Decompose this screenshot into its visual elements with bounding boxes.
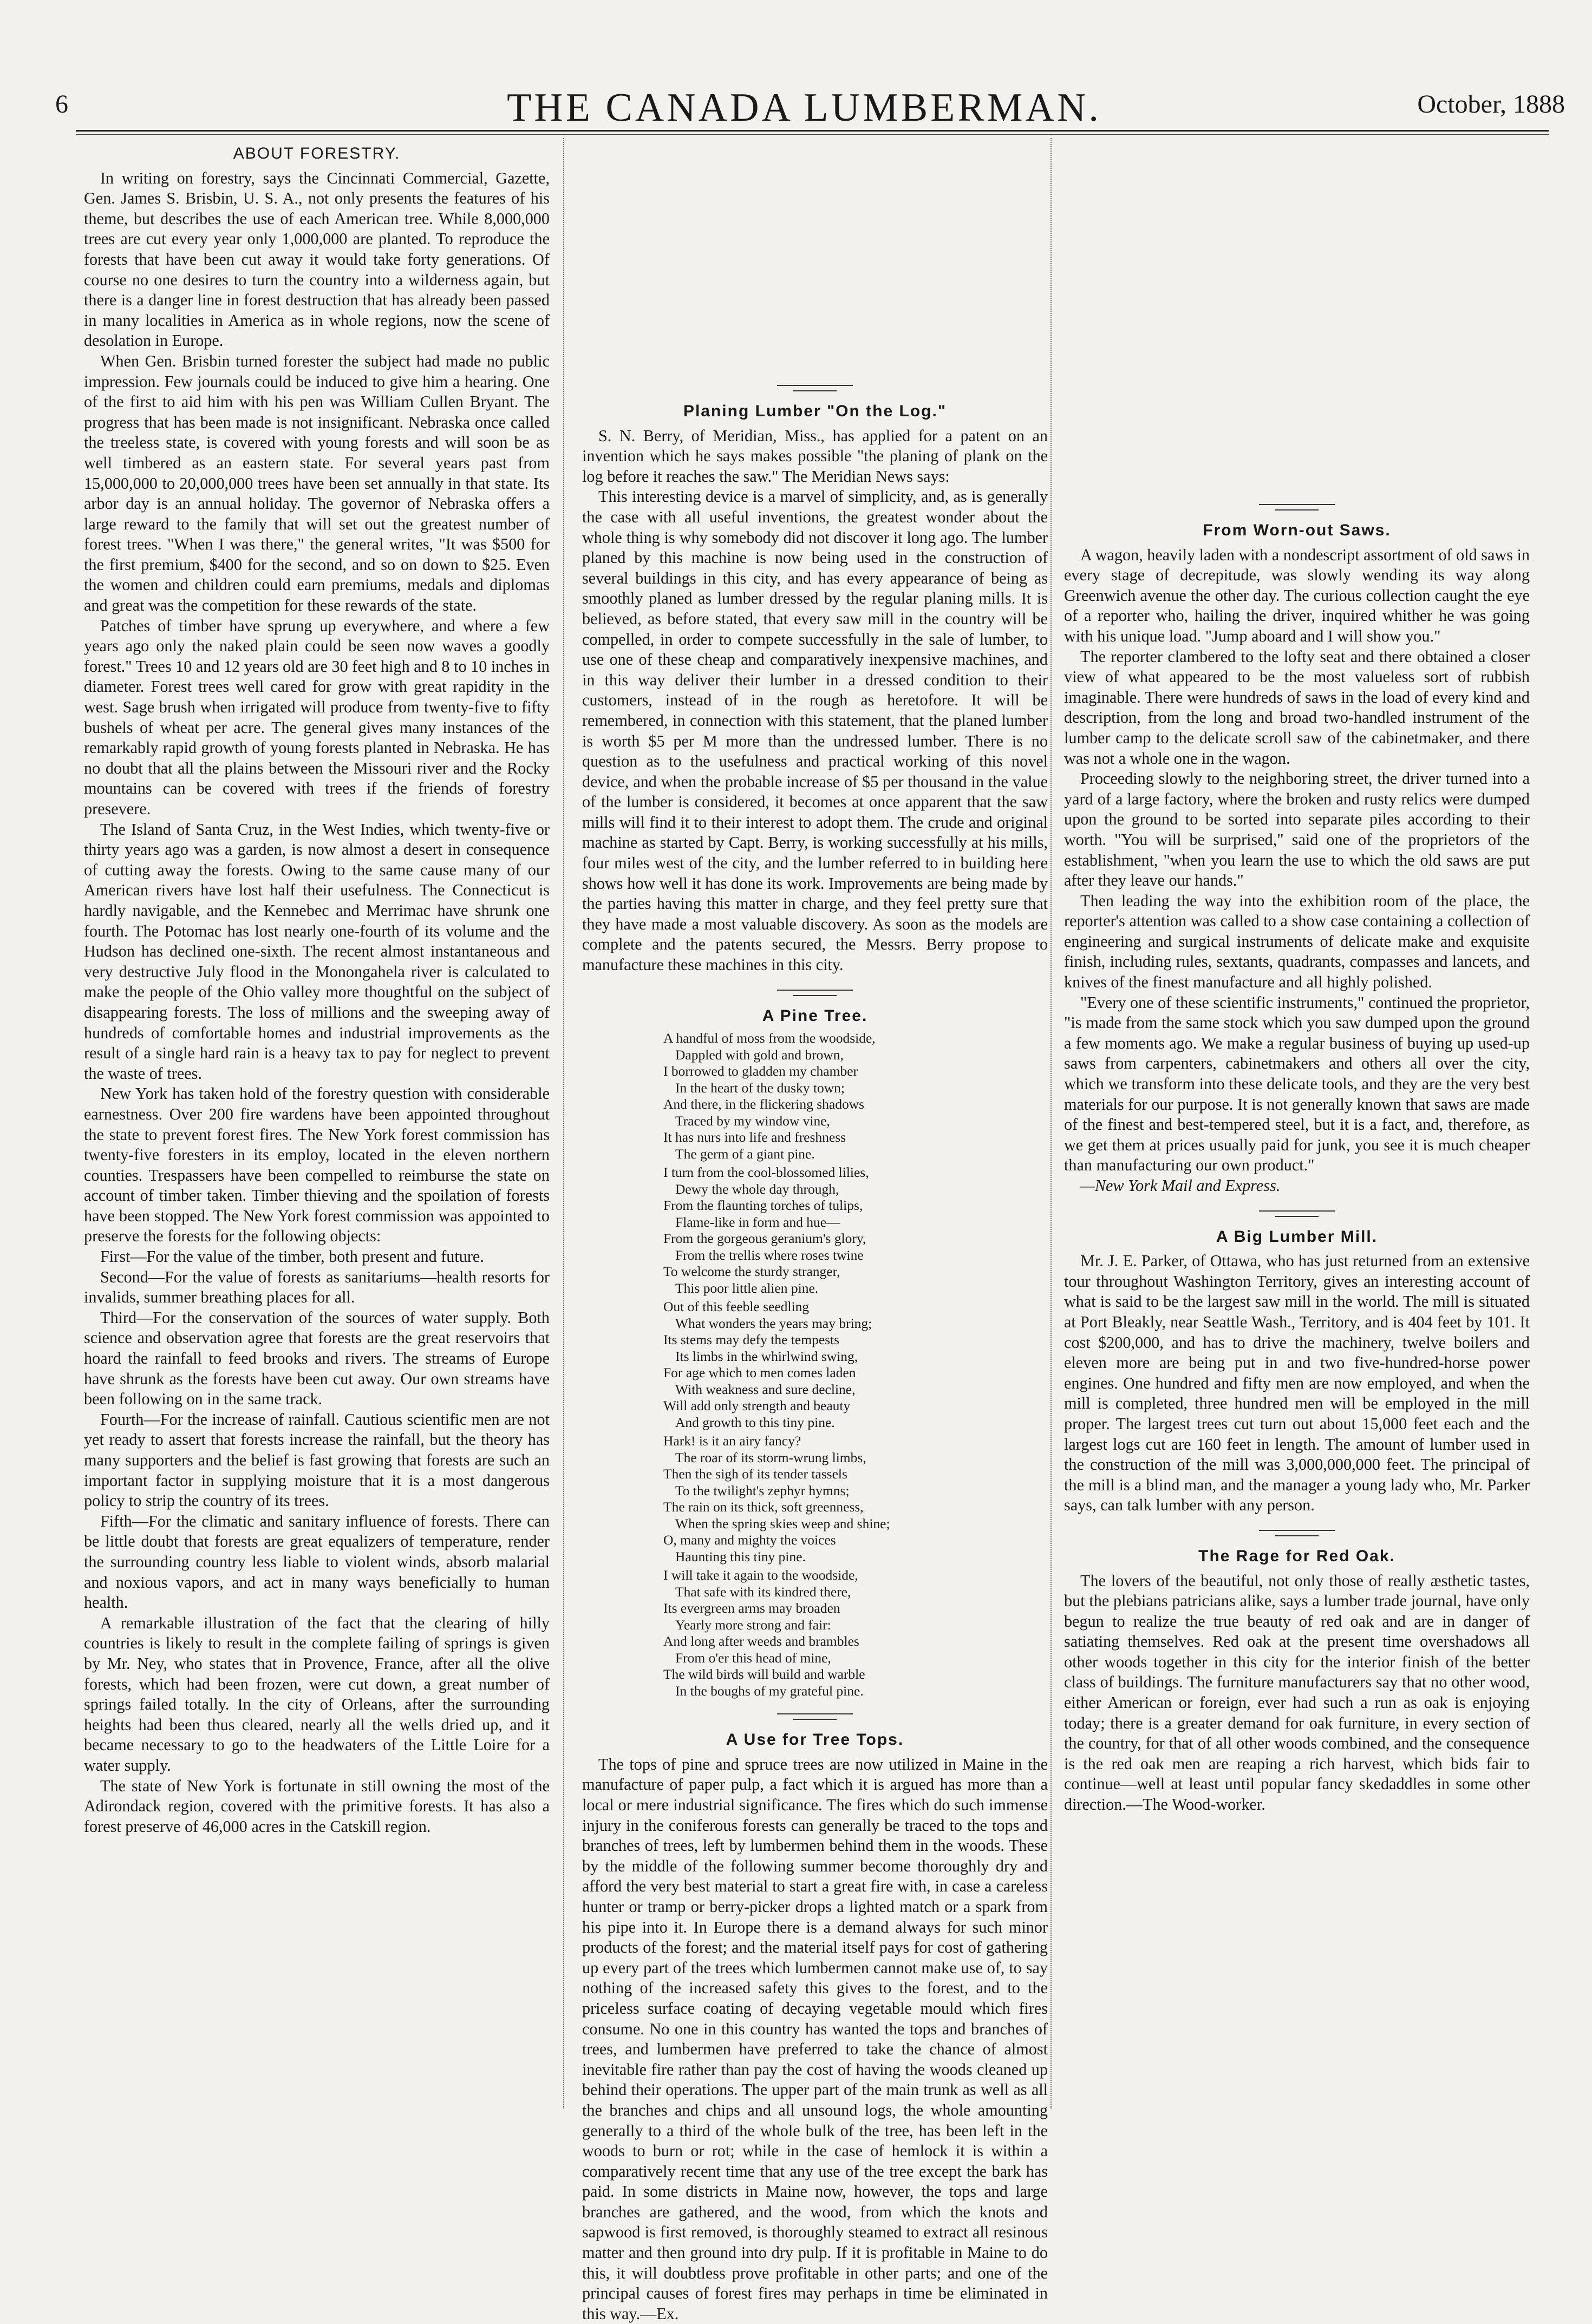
poem-line: The germ of a giant pine. (675, 1145, 815, 1162)
column-3 (1064, 138, 1530, 2109)
poem-line: Out of this feeble seedling (663, 1299, 810, 1315)
column-divider (1051, 138, 1052, 2109)
paragraph: The Island of Santa Cruz, in the West Indies, which twenty-five or thirty years ago was a garden, is now almost a desert in consequence of cutting away the forests. Owing to the same cause many of our American rivers have lost half their usefulness. The Connecticut is hardly navigable, and the Kennebec and Merrimac have shrunk one fourth. The Potomac has lost nearly one-fourth of its volume and the Hudson has declined one-sixth. The recent almost instantaneous and very destructive July flood in the Monongahela river is calculated to make the people of the Ohio valley more thoughtful on the subject of disappearing forests. The loss of millions and the sweeping away of hundreds of comfortable homes and industrial improvements as the result of a single hard rain is a heavy tax to pay for neglect to prevent the waste of trees. (84, 820, 550, 1083)
poem-line: From the gorgeous geranium's glory, (663, 1230, 866, 1247)
section-separator (582, 381, 1048, 396)
paragraph: Then leading the way into the exhibition room of the place, the reporter's attention was called to a show case containing a collection of engineering and surgical instruments of delicate make and exquisite finish, including rules, sextants, quadrants, compasses and lancets, and knives of the finest manufacture and all highly polished. (1064, 891, 1530, 992)
poem-line: Its stems may defy the tempests (663, 1332, 840, 1348)
paragraph: When Gen. Brisbin turned forester the subject had made no public impression. Few journals could be induced to give him a hearing. One of the first to aid him with his pen was William Cullen Bryant. The progress that has been made is not insignificant. Nebraska once called the treeless state, is covered with young forests and will soon be as well timbered as an eastern state. For several years past from 15,000,000 to 20,000,000 trees have been set annually in that state. Its arbor day is an annual holiday. The governor of Nebraska offers a large reward to the family that will set out the greatest number of forest trees. "When I was there," the general writes, "It was $500 for the first premium, $400 for the second, and so on down to $25. Even the women and children could earn premiums, medals and diplomas and great was the competition for these rewards of the state. (84, 351, 550, 615)
poem-stanza (663, 1164, 1048, 1297)
poem-line: In the heart of the dusky town; (675, 1079, 845, 1096)
article-heading: A Use for Tree Tops. (726, 1731, 904, 1749)
section-separator (1064, 1206, 1530, 1221)
poem-line: From the trellis where roses twine (675, 1247, 864, 1263)
paragraph: Third—For the conservation of the sources of water supply. Both science and observation agree that forests are the great reservoirs that hoard the rainfall to feed brooks and rivers. The streams of Europe have shrunk as the forests have been cut away. Our own streams have been following on in the same track. (84, 1308, 550, 1409)
poem-line: When the spring skies weep and shine; (675, 1515, 890, 1531)
poem-line: Hark! is it an airy fancy? (663, 1433, 801, 1449)
article-heading: From Worn-out Saws. (1203, 521, 1391, 539)
poem-line: A handful of moss from the woodside, (663, 1030, 876, 1046)
section-separator (1064, 500, 1530, 515)
poem-line: Its evergreen arms may broaden (663, 1600, 840, 1616)
column-1 (84, 138, 550, 2109)
poem-line: The rain on its thick, soft greenness, (663, 1499, 864, 1515)
poem-line: Then the sigh of its tender tassels (663, 1466, 847, 1482)
paragraph: The tops of pine and spruce trees are now utilized in Maine in the manufacture of paper pulp, a fact which it is argued has more than a local or mere industrial significance. The fires which do such immense injury in the coniferous forests can generally be traced to the tops and branches of trees, left by lumbermen behind them in the woods. These by the middle of the following summer become thoroughly dry and afford the very best material to start a great fire with, in case a careless hunter or tramp or berry-picker drops a lighted match or a spark from his pipe into it. In Europe there is a demand always for such minor products of the forest; and the material itself pays for cost of gathering up every part of the trees which lumbermen cannot make use of, to say nothing of the increased safety this gives to the forest, and to the priceless surface coating of decaying vegetable mould which fires consume. No one in this country has wanted the tops and branches of trees, and lumbermen have preferred to take the chance of almost inevitable fire rather than pay the cost of having the woods cleaned up behind their operations. The upper part of the main trunk as well as all the branches and chips and all unsound logs, the whole amounting generally to a third of the whole bulk of the tree, has been left in the woods to burn or rot; while in the case of hemlock it is within a comparatively recent time that any use of the tree except the bark has paid. In some districts in Maine now, however, the tops and large branches are gathered, and the wood, from which the knots and sapwood is first removed, is thoroughly steamed to extract all resinous matter and then ground into dry pulp. If it is profitable in Maine to do this, it will doubtless prove profitable in other parts; and one of the principal causes of forest fires may perhaps in time be eliminated in this way.—Ex. (582, 1755, 1048, 2323)
paragraph: Fifth—For the climatic and sanitary influence of forests. There can be little doubt that forests are great equalizers of temperature, render the surrounding country less liable to violent winds, absorb malarial and noxious vapors, and act in many ways beneficially to human health. (84, 1511, 550, 1612)
paragraph: The state of New York is fortunate in still owning the most of the Adirondack region, covered with the primitive forests. It has also a forest preserve of 46,000 acres in the Catskill region. (84, 1776, 550, 1836)
poem-title: A Pine Tree. (762, 1006, 868, 1025)
header-rule-thin (76, 134, 1549, 135)
paragraph: "Every one of these scientific instruments," continued the proprietor, "is made from the same stock which you saw dumped upon the ground a few moments ago. We make a regular business of buying up used-up saws from carpenters, cabinetmakers and others all over the city, which we transform into these delicate tools, and they are the very best materials for our purpose. It is not generally known that saws are made of the finest and best-tempered steel, but it is a fact, and, therefore, as we get them at prices usually paid for junk, you see it is much cheaper than manufacturing our own product." (1064, 993, 1530, 1175)
column-divider (563, 138, 564, 2109)
issue-date: October, 1888 (1417, 90, 1565, 119)
poem-line: To the twilight's zephyr hymns; (675, 1482, 850, 1498)
paragraph: First—For the value of the timber, both present and future. (100, 1247, 484, 1266)
poem-line: From o'er this head of mine, (675, 1649, 831, 1666)
poem-line: Will add only strength and beauty (663, 1398, 851, 1414)
poem-line: For age which to men comes laden (663, 1365, 856, 1381)
poem-line: That safe with its kindred there, (675, 1583, 851, 1600)
poem-stanza (663, 1567, 1048, 1699)
masthead (38, 86, 1570, 133)
poem-line: With weakness and sure decline, (675, 1381, 856, 1397)
poem-line: Dewy the whole day through, (675, 1181, 839, 1197)
paragraph: The reporter clambered to the lofty seat and there obtained a closer view of what appeared to be the most valueless sort of rubbish imaginable. There were hundreds of saws in the load of every kind and description, from the long and broad two-handled instrument of the lumber camp to the delicate scroll saw of the cabinetmaker, and there was not a whole one in the wagon. (1064, 647, 1530, 768)
paragraph: The lovers of the beautiful, not only those of really æsthetic tastes, but the plebians patricians alike, says a lumber trade journal, have only begun to realize the true beauty of red oak and are in danger of satiating themselves. Red oak at the present time overshadows all other woods together in this city for the interior finish of the better class of buildings. The furniture manufacturers say that no other wood, either American or foreign, ever had such a run as oak is enjoying today; there is a greater demand for oak furniture, in every section of the country, for that of all other woods combined, and the consequence is the red oak men are reaping a rich harvest, which bids fair to continue—well at least until popular fancy skedaddles in some other direction.—The Wood-worker. (1064, 1571, 1530, 1814)
poem-line: I borrowed to gladden my chamber (663, 1063, 858, 1079)
paragraph: Second—For the value of forests as sanitariums—health resorts for invalids, summer breathing places for all. (84, 1267, 550, 1307)
poem-line: Dappled with gold and brown, (675, 1046, 844, 1063)
page-number: 6 (55, 90, 68, 119)
poem-stanza (663, 1030, 1048, 1162)
paragraph: S. N. Berry, of Meridian, Miss., has applied for a patent on an invention which he says makes possible "the planing of plank on the log before it reaches the saw." The Meridian News says: (582, 426, 1048, 486)
header-rule (76, 130, 1549, 132)
paragraph: Patches of timber have sprung up everywhere, and where a few years ago only the naked plain could be seen now waves a goodly forest." Trees 10 and 12 years old are 30 feet high and 8 to 10 inches in diameter. Forest trees well cared for grow with great rapidity in the west. Sage brush when irrigated will produce from twenty-five to fifty bushels of wheat per acre. The general gives many instances of the remarkably rapid growth of young forests planted in Nebraska. He has no doubt that all the plains between the Missouri river and the Rocky mountains can be covered with trees if the friends of forestry presevere. (84, 616, 550, 818)
source-credit: —New York Mail and Express. (1080, 1176, 1281, 1195)
section-separator (582, 985, 1048, 1000)
newspaper-title: THE CANADA LUMBERMAN. (507, 86, 1101, 130)
poem-line: And long after weeds and brambles (663, 1633, 859, 1649)
poem-line: Traced by my window vine, (675, 1112, 830, 1129)
poem-line: Its limbs in the whirlwind swing, (675, 1348, 858, 1364)
paragraph: A wagon, heavily laden with a nondescript assortment of old saws in every stage of decrepitude, was slowly wending its way along Greenwich avenue the other day. The curious collection caught the eye of a reporter who, hailing the driver, inquired whither he was going with his unique load. "Jump aboard and I will show you." (1064, 545, 1530, 645)
poem-line: From the flaunting torches of tulips, (663, 1197, 863, 1214)
poem-line: I will take it again to the woodside, (663, 1567, 858, 1583)
paragraph: Mr. J. E. Parker, of Ottawa, who has just returned from an extensive tour throughout Washington Territory, gives an interesting account of what is said to be the largest saw mill in the world. The mill is situated at Port Bleakly, near Seattle Wash., Territory, and is 404 feet by 101. It cost $200,000, and has to drive the machinery, twelve boilers and eleven more are being put in and two five-hundred-horse power engines. One hundred and fifty men are now employed, and when the mill is completed, three hundred men will be employed in the mill proper. The largest trees cut turn out about 15,000 feet each and the largest logs cut are 160 feet in length. The amount of lumber used in the construction of the mill was 3,000,000,000 feet. The principal of the mill is a blind man, and the manager a young lady who, Mr. Parker says, can talk lumber with any person. (1064, 1252, 1530, 1515)
poem-line: Haunting this tiny pine. (675, 1548, 806, 1564)
section-separator (582, 1709, 1048, 1724)
paragraph: Fourth—For the increase of rainfall. Cautious scientific men are not yet ready to assert that forests increase the rainfall, but the theory has many supporters and the belief is fast growing that forests are such an important factor in supplying moisture that it is a most dangerous policy to strip the country of its trees. (84, 1410, 550, 1510)
poem-line: And growth to this tiny pine. (675, 1414, 835, 1430)
poem-line: And there, in the flickering shadows (663, 1096, 865, 1112)
paragraph: A remarkable illustration of the fact that the clearing of hilly countries is likely to result in the complete failing of springs is given by Mr. Ney, who states that in Provence, France, after all the olive forests, which had been frozen, were cut down, a great number of springs failed totally. In the city of Orleans, after the surrounding heights had been thus cleared, nearly all the wells dried up, and it became necessary to go to the headwaters of the Little Loire for a water supply. (84, 1613, 550, 1775)
paragraph: New York has taken hold of the forestry question with considerable earnestness. Over 200 fire wardens have been appointed throughout the state to prevent forest fires. The New York forest commission has twenty-five foresters in its employ, located in the eleven northern counties. Trespassers have been compelled to reimburse the state on account of timber taken. Timber thieving and the spoilation of forests have been stopped. The New York forest commission was appointed to preserve the forests for the following objects: (84, 1084, 550, 1246)
poem-line: O, many and mighty the voices (663, 1532, 836, 1548)
article-heading: A Big Lumber Mill. (1216, 1227, 1378, 1246)
poem-line: In the boughs of my grateful pine. (675, 1683, 864, 1699)
article-heading: Planing Lumber "On the Log." (683, 402, 947, 420)
article-heading: ABOUT FORESTRY. (233, 145, 401, 162)
section-separator (1064, 1526, 1530, 1541)
poem-line: The wild birds will build and warble (663, 1666, 865, 1683)
poem-line: What wonders the years may bring; (675, 1315, 872, 1331)
poem-stanza (663, 1299, 1048, 1431)
poem-line: I turn from the cool-blossomed lilies, (663, 1164, 869, 1181)
poem-line: Yearly more strong and fair: (675, 1616, 831, 1633)
poem-line: To welcome the sturdy stranger, (663, 1264, 840, 1280)
poem-line: Flame-like in form and hue— (675, 1214, 840, 1230)
poem-line: It has nurs into life and freshness (663, 1129, 846, 1145)
paragraph: Proceeding slowly to the neighboring street, the driver turned into a yard of a large factory, where the broken and rusty relics were dumped upon the ground to be sorted into separate piles according to their worth. "You will be surprised," said one of the proprietors of the establishment, "when you learn the use to which the old saws are put after they leave our hands." (1064, 769, 1530, 890)
paragraph: This interesting device is a marvel of simplicity, and, as is generally the case with all useful inventions, the greatest wonder about the whole thing is why somebody did not discover it long ago. The lumber planed by this machine is now being used in the construction of several buildings in this city, and has every appearance of being as smoothly planed as lumber dressed by the regular planing mills. It is believed, as before stated, that every saw mill in the country will be compelled, in order to compete successfully in the sale of lumber, to use one of these cheap and comparatively inexpensive machines, and in this way deliver their lumber in a dressed condition to their customers, instead of in the rough as heretofore. It will be remembered, in connection with this statement, that the planed lumber is worth $5 per M more than the undressed lumber. There is no question as to the usefulness and practical working of this novel device, and when the probable increase of $5 per thousand in the value of the lumber is considered, it becomes at once apparent that the saw mills will find it to their interest to adopt them. The crude and original machine as started by Capt. Berry, is working successfully at his mills, four miles west of the city, and the lumber referred to in building here shows how well it has done its work. Improvements are being made by the parties having this matter in charge, and they feel pretty sure that they have made a most valuable discovery. As soon as the models are complete and the patents secured, the Messrs. Berry propose to manufacture these machines in this city. (582, 487, 1048, 974)
column-2 (582, 138, 1048, 2323)
paragraph: In writing on forestry, says the Cincinnati Commercial, Gazette, Gen. James S. Brisbin, U. S. A., not only presents the features of his theme, but describes the use of each American tree. While 8,000,000 trees are cut every year only 1,000,000 are planted. To reproduce the forests that have been cut away it would take forty generations. Of course no one desires to turn the country into a wilderness again, but there is a danger line in forest destruction that has already been passed in many localities in America as in whole regions, now the scene of desolation in Europe. (84, 168, 550, 350)
poem-line: This poor little alien pine. (675, 1280, 819, 1296)
poem-stanza (663, 1433, 1048, 1565)
article-heading: The Rage for Red Oak. (1198, 1547, 1395, 1565)
poem-line: The roar of its storm-wrung limbs, (675, 1449, 866, 1465)
poem-body (582, 1030, 1048, 1699)
